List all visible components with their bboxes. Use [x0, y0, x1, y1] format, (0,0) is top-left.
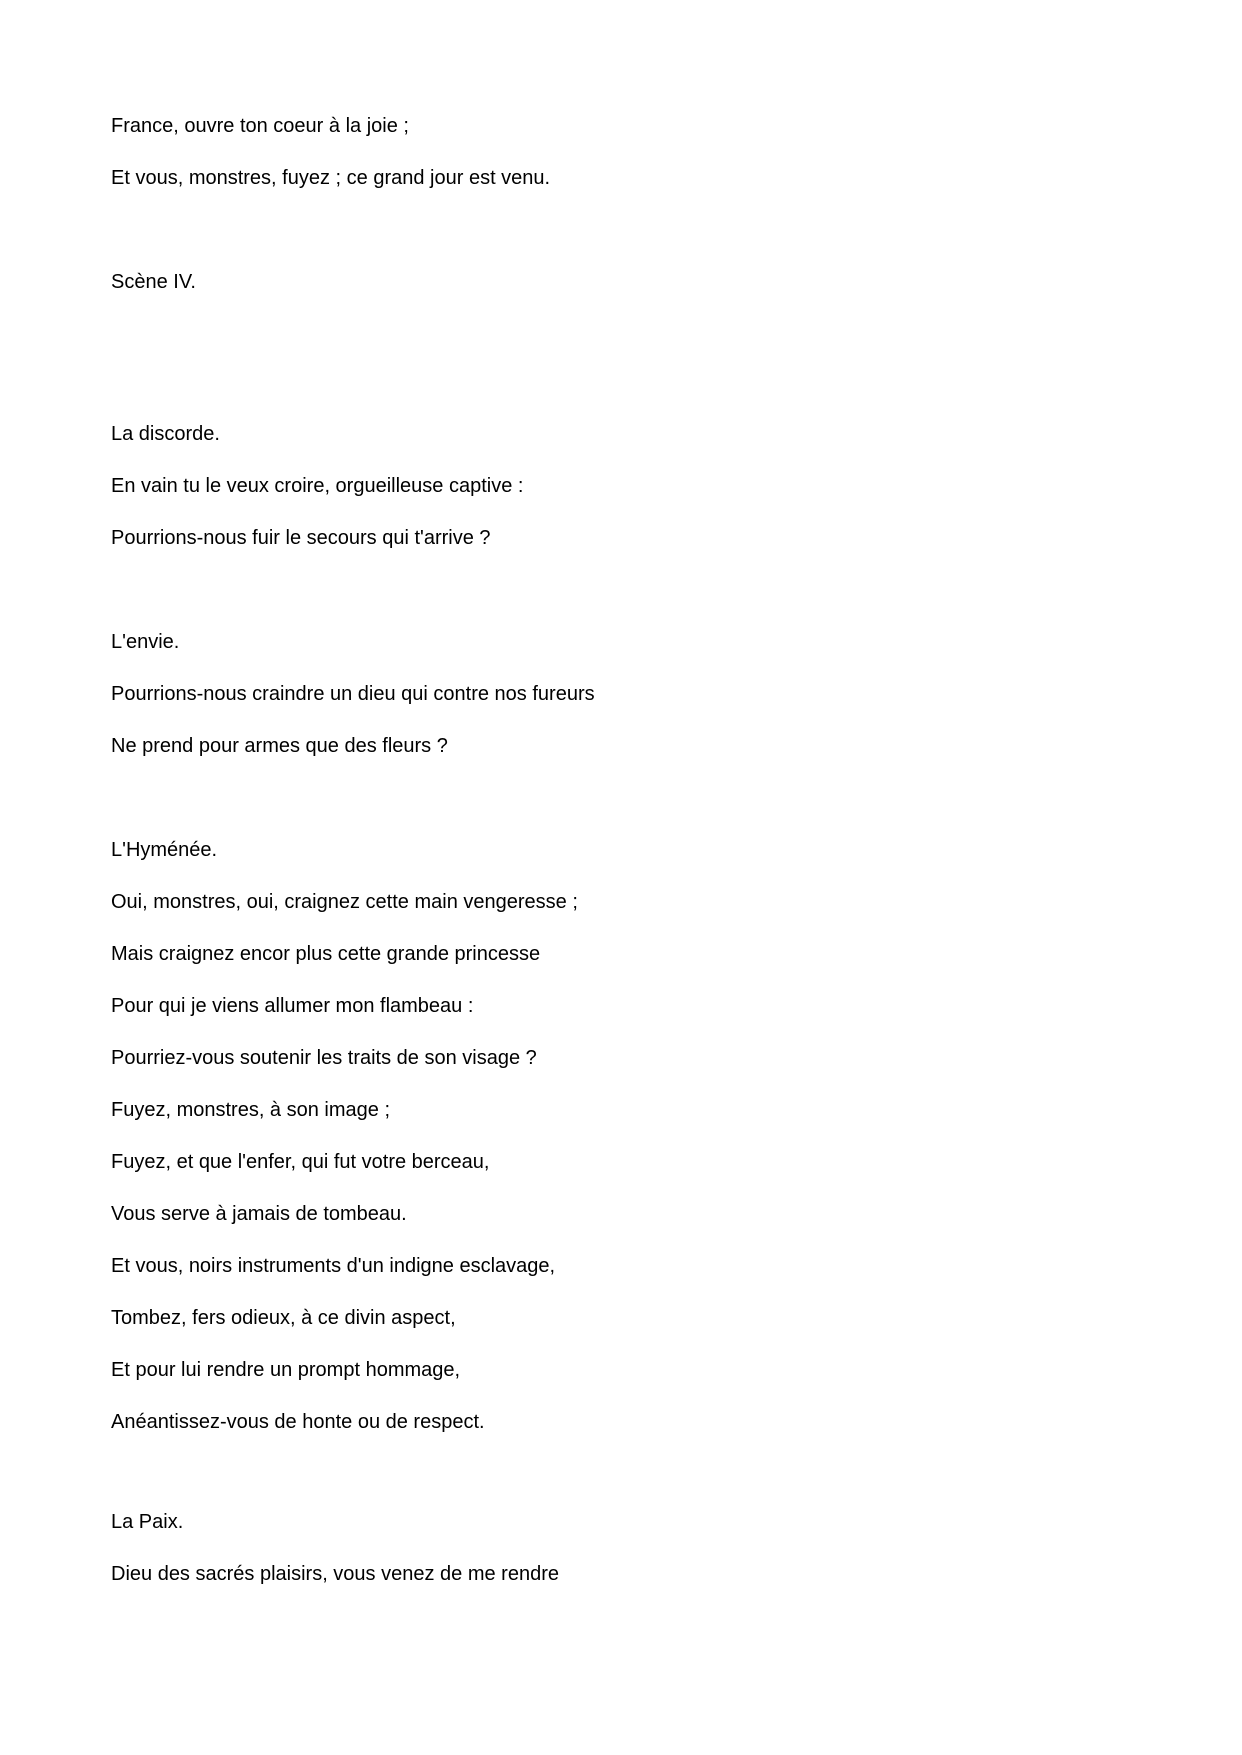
scene-heading: Scène IV. — [111, 271, 196, 293]
text-line: Pour qui je viens allumer mon flambeau : — [111, 995, 474, 1017]
text-line: Tombez, fers odieux, à ce divin aspect, — [111, 1307, 456, 1329]
text-line: Pourriez-vous soutenir les traits de son visage ? — [111, 1047, 537, 1069]
text-line: Et vous, monstres, fuyez ; ce grand jour est venu. — [111, 167, 551, 189]
text-line: Et pour lui rendre un prompt hommage, — [111, 1359, 461, 1381]
speaker-name: La Paix. — [111, 1511, 184, 1533]
speaker-name: L'envie. — [111, 631, 180, 653]
text-line: Et vous, noirs instruments d'un indigne esclavage, — [111, 1255, 556, 1277]
text-line: Anéantissez-vous de honte ou de respect. — [111, 1411, 485, 1433]
text-line: Dieu des sacrés plaisirs, vous venez de me rendre — [111, 1563, 559, 1585]
text-line: Ne prend pour armes que des fleurs ? — [111, 735, 448, 757]
text-line: France, ouvre ton coeur à la joie ; — [111, 115, 409, 137]
text-line: Pourrions-nous fuir le secours qui t'arrive ? — [111, 527, 491, 549]
speaker-name: L'Hyménée. — [111, 839, 218, 861]
speaker-name: La discorde. — [111, 423, 220, 445]
text-line: Fuyez, monstres, à son image ; — [111, 1099, 391, 1121]
text-line: Fuyez, et que l'enfer, qui fut votre berceau, — [111, 1151, 490, 1173]
text-line: Mais craignez encor plus cette grande princesse — [111, 943, 541, 965]
text-line: Vous serve à jamais de tombeau. — [111, 1203, 407, 1225]
text-line: Pourrions-nous craindre un dieu qui contre nos fureurs — [111, 683, 595, 705]
text-line: En vain tu le veux croire, orgueilleuse captive : — [111, 475, 524, 497]
text-line: Oui, monstres, oui, craignez cette main vengeresse ; — [111, 891, 578, 913]
